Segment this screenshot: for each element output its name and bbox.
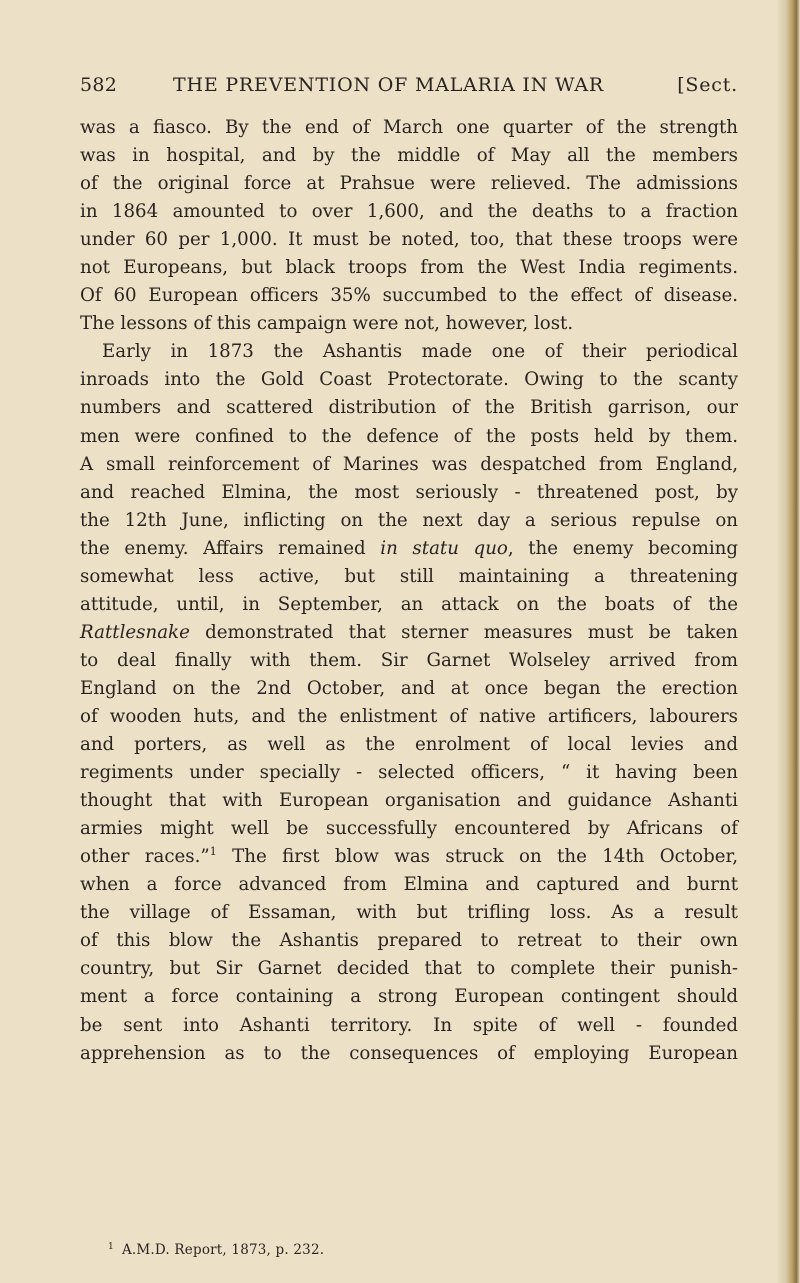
text-run: the enemy. Affairs remained [80,537,381,559]
text-line: was a fiasco. By the end of March one quarter of the strength [80,117,738,138]
text-line: country, but Sir Garnet decided that to complete their punish- [80,958,738,980]
text-line: of wooden huts, and the enlistment of native artificers, labourers [80,705,738,727]
text-line: apprehension as to the consequences of employing European [80,1042,738,1064]
text-line: numbers and scattered distribution of the British garrison, our [80,397,738,419]
text-line: The lessons of this campaign were not, however, lost. [80,313,574,335]
text-line: under 60 per 1,000. It must be noted, too, that these troops were [80,229,738,251]
text-line: ment a force containing a strong European contingent should [80,986,738,1008]
book-page-edge [786,0,800,1283]
section-mark: [Sect. [677,74,738,96]
text-line: Early in 1873 the Ashantis made one of their periodical [102,341,738,363]
text-line: of this blow the Ashantis prepared to retreat to their own [80,930,738,952]
text-line: somewhat less active, but still maintaining a threatening [80,565,738,587]
text-line [80,282,738,310]
text-run: Of 60 European officers [80,285,331,307]
text-line: and porters, as well as the enrolment of local levies and [80,734,738,756]
ship-name: Rattlesnake [80,621,190,643]
text-run: , the enemy becoming [507,537,738,559]
text-run: other races.” [80,846,210,868]
text-line: and reached Elmina, the most seriously - threatened post, by [80,481,738,503]
text-line: when a force advanced from Elmina and captured and burnt [80,874,738,896]
footnote-text: A.M.D. Report, 1873, p. 232. [121,1242,325,1258]
text-line: not Europeans, but black troops from the West India regiments. [80,257,738,279]
text-line [80,535,738,563]
text-run: The first blow was struck on the 14th October, [216,846,738,868]
text-line: regiments under specially - selected officers, “ it having been [80,762,738,784]
text-line: the 12th June, inflicting on the next day a serious repulse on [80,509,738,531]
footnote [108,1242,324,1258]
italic-phrase: in statu quo [380,537,508,559]
text-line [80,619,738,647]
text-line: attitude, until, in September, an attack on the boats of the [80,593,738,615]
body-text [80,114,738,1068]
text-line: in 1864 amounted to over 1,600, and the deaths to a fraction [80,201,738,223]
text-run: demonstrated that sterner measures must be taken [189,621,738,643]
page-edge-shadow [776,0,786,1283]
text-line: England on the 2nd October, and at once began the erection [80,677,738,699]
text-line: thought that with European organisation and guidance Ashanti [80,790,738,812]
running-header [80,74,738,104]
text-line: inroads into the Gold Coast Protectorate. Owing to the scanty [80,369,738,391]
text-line: be sent into Ashanti territory. In spite of well - founded [80,1014,738,1036]
text-line: armies might well be successfully encountered by Africans of [80,818,738,840]
text-line: of the original force at Prahsue were relieved. The admissions [80,173,738,195]
percentage: 35% [330,285,371,307]
running-title: THE PREVENTION OF MALARIA IN WAR [173,74,605,96]
text-line: men were confined to the defence of the posts held by them. [80,425,738,447]
footnote-mark: 1 [108,1242,114,1252]
text-line: the village of Essaman, with but trifling loss. As a result [80,902,738,924]
text-line: A small reinforcement of Marines was despatched from England, [80,453,738,475]
page-number: 582 [80,74,118,96]
text-line: was in hospital, and by the middle of May all the members [80,145,738,167]
text-line [80,843,738,871]
footnote-reference[interactable]: 1 [209,845,217,859]
text-run: succumbed to the effect of disease. [370,285,739,307]
text-line: to deal finally with them. Sir Garnet Wolseley arrived from [80,649,738,671]
